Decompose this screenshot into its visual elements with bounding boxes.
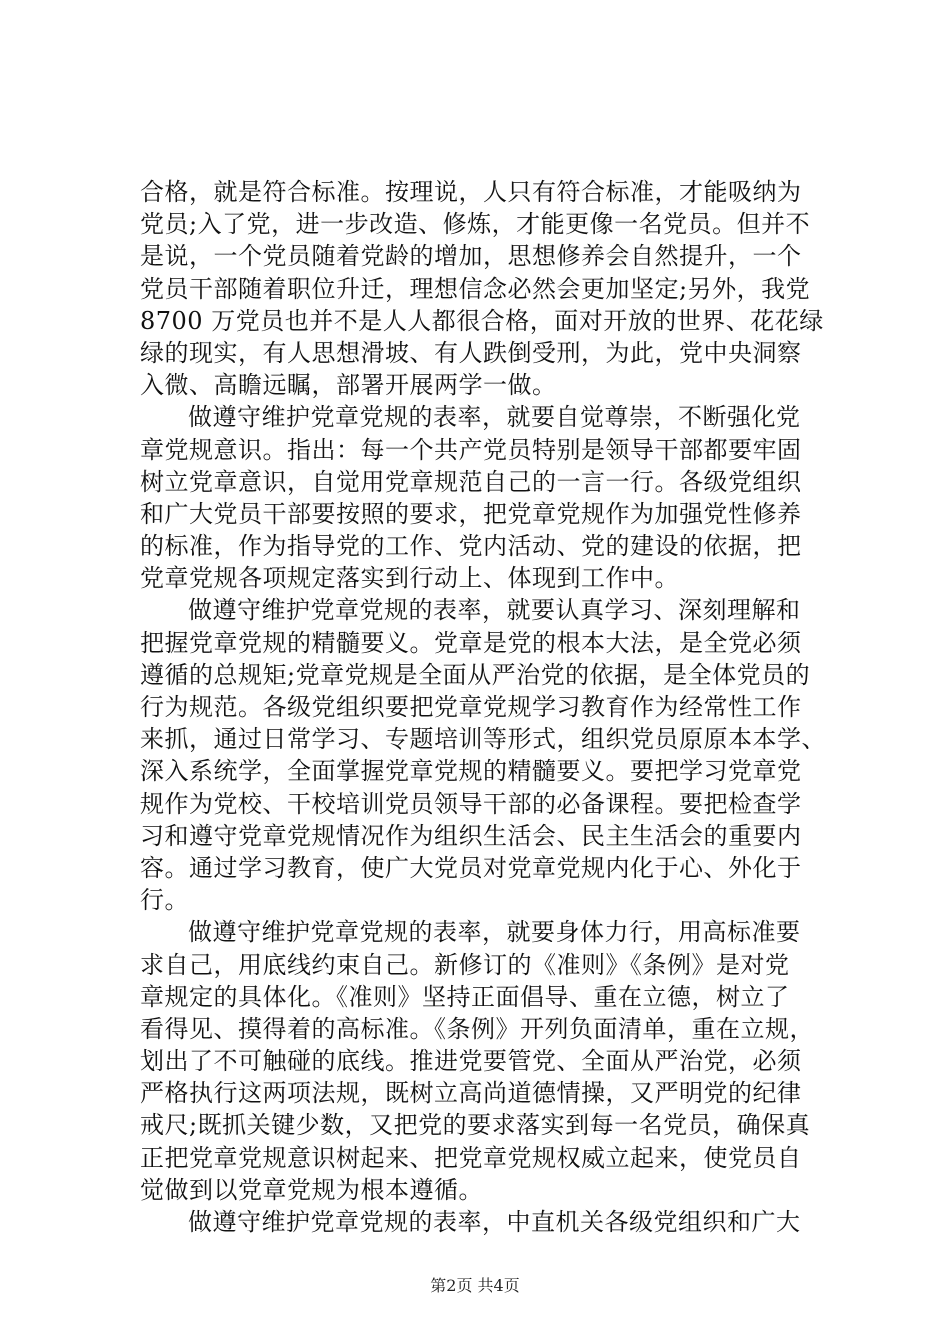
- text-line: 是说，一个党员随着党龄的增加，思想修养会自然提升，一个: [140, 242, 802, 271]
- text-line: 和广大党员干部要按照的要求，把党章党规作为加强党性修养: [140, 499, 802, 528]
- text-line: 党员干部随着职位升迁，理想信念必然会更加坚定;另外，我党: [140, 274, 811, 303]
- text-line: 划出了不可触碰的底线。推进党要管党、全面从严治党，必须: [140, 1047, 802, 1076]
- text-line: 章党规意识。指出：每一个共产党员特别是领导干部都要牢固: [140, 435, 802, 464]
- text-line: 深入系统学，全面掌握党章党规的精髓要义。要把学习党章党: [140, 757, 802, 786]
- text-line: 的标准，作为指导党的工作、党内活动、党的建设的依据，把: [140, 532, 802, 561]
- text-line: 习和遵守党章党规情况作为组织生活会、民主生活会的重要内: [140, 821, 802, 850]
- text-line: 遵循的总规矩;党章党规是全面从严治党的依据，是全体党员的: [140, 660, 811, 689]
- text-line: 严格执行这两项法规，既树立高尚道德情操，又严明党的纪律: [140, 1079, 802, 1108]
- text-line: 党章党规各项规定落实到行动上、体现到工作中。: [140, 564, 679, 593]
- text-line: 行。: [140, 886, 189, 915]
- text-line: 规作为党校、干校培训党员领导干部的必备课程。要把检查学: [140, 789, 802, 818]
- text-line: 求自己，用底线约束自己。新修订的《准则》《条例》是对党: [140, 950, 790, 979]
- text-line: 容。通过学习教育，使广大党员对党章党规内化于心、外化于: [140, 853, 802, 882]
- text-line: 觉做到以党章党规为根本遵循。: [140, 1175, 483, 1204]
- paragraph-first-line: 做遵守维护党章党规的表率，就要认真学习、深刻理解和: [188, 596, 801, 625]
- text-line: 绿的现实，有人思想滑坡、有人跌倒受刑，为此，党中央洞察: [140, 338, 802, 367]
- text-line: 戒尺;既抓关键少数，又把党的要求落实到每一名党员，确保真: [140, 1111, 811, 1140]
- text-line: 8700 万党员也并不是人人都很合格，面对开放的世界、花花绿: [140, 306, 824, 335]
- text-line: 树立党章意识，自觉用党章规范自己的一言一行。各级党组织: [140, 467, 802, 496]
- text-line: 章规定的具体化。《准则》坚持正面倡导、重在立德，树立了: [140, 982, 790, 1011]
- text-line: 看得见、摸得着的高标准。《条例》开列负面清单，重在立规，: [140, 1014, 814, 1043]
- text-line: 党员;入了党，进一步改造、修炼，才能更像一名党员。但并不: [140, 210, 811, 239]
- text-line: 把握党章党规的精髓要义。党章是党的根本大法，是全党必须: [140, 628, 802, 657]
- text-line: 入微、高瞻远瞩，部署开展两学一做。: [140, 371, 557, 400]
- text-line: 正把党章党规意识树起来、把党章党规权威立起来，使党员自: [140, 1143, 802, 1172]
- paragraph-first-line: 做遵守维护党章党规的表率，就要自觉尊崇，不断强化党: [188, 403, 801, 432]
- text-line: 来抓，通过日常学习、专题培训等形式，组织党员原原本本学、: [140, 725, 826, 754]
- text-line: 合格，就是符合标准。按理说，人只有符合标准，才能吸纳为: [140, 178, 802, 206]
- paragraph-first-line: 做遵守维护党章党规的表率，就要身体力行，用高标准要: [188, 918, 801, 947]
- page-footer: 第2页 共4页: [430, 1276, 520, 1295]
- paragraph-first-line: 做遵守维护党章党规的表率，中直机关各级党组织和广大: [188, 1208, 801, 1236]
- document-body: [140, 176, 826, 1238]
- text-line: 行为规范。各级党组织要把党章党规学习教育作为经常性工作: [140, 693, 802, 721]
